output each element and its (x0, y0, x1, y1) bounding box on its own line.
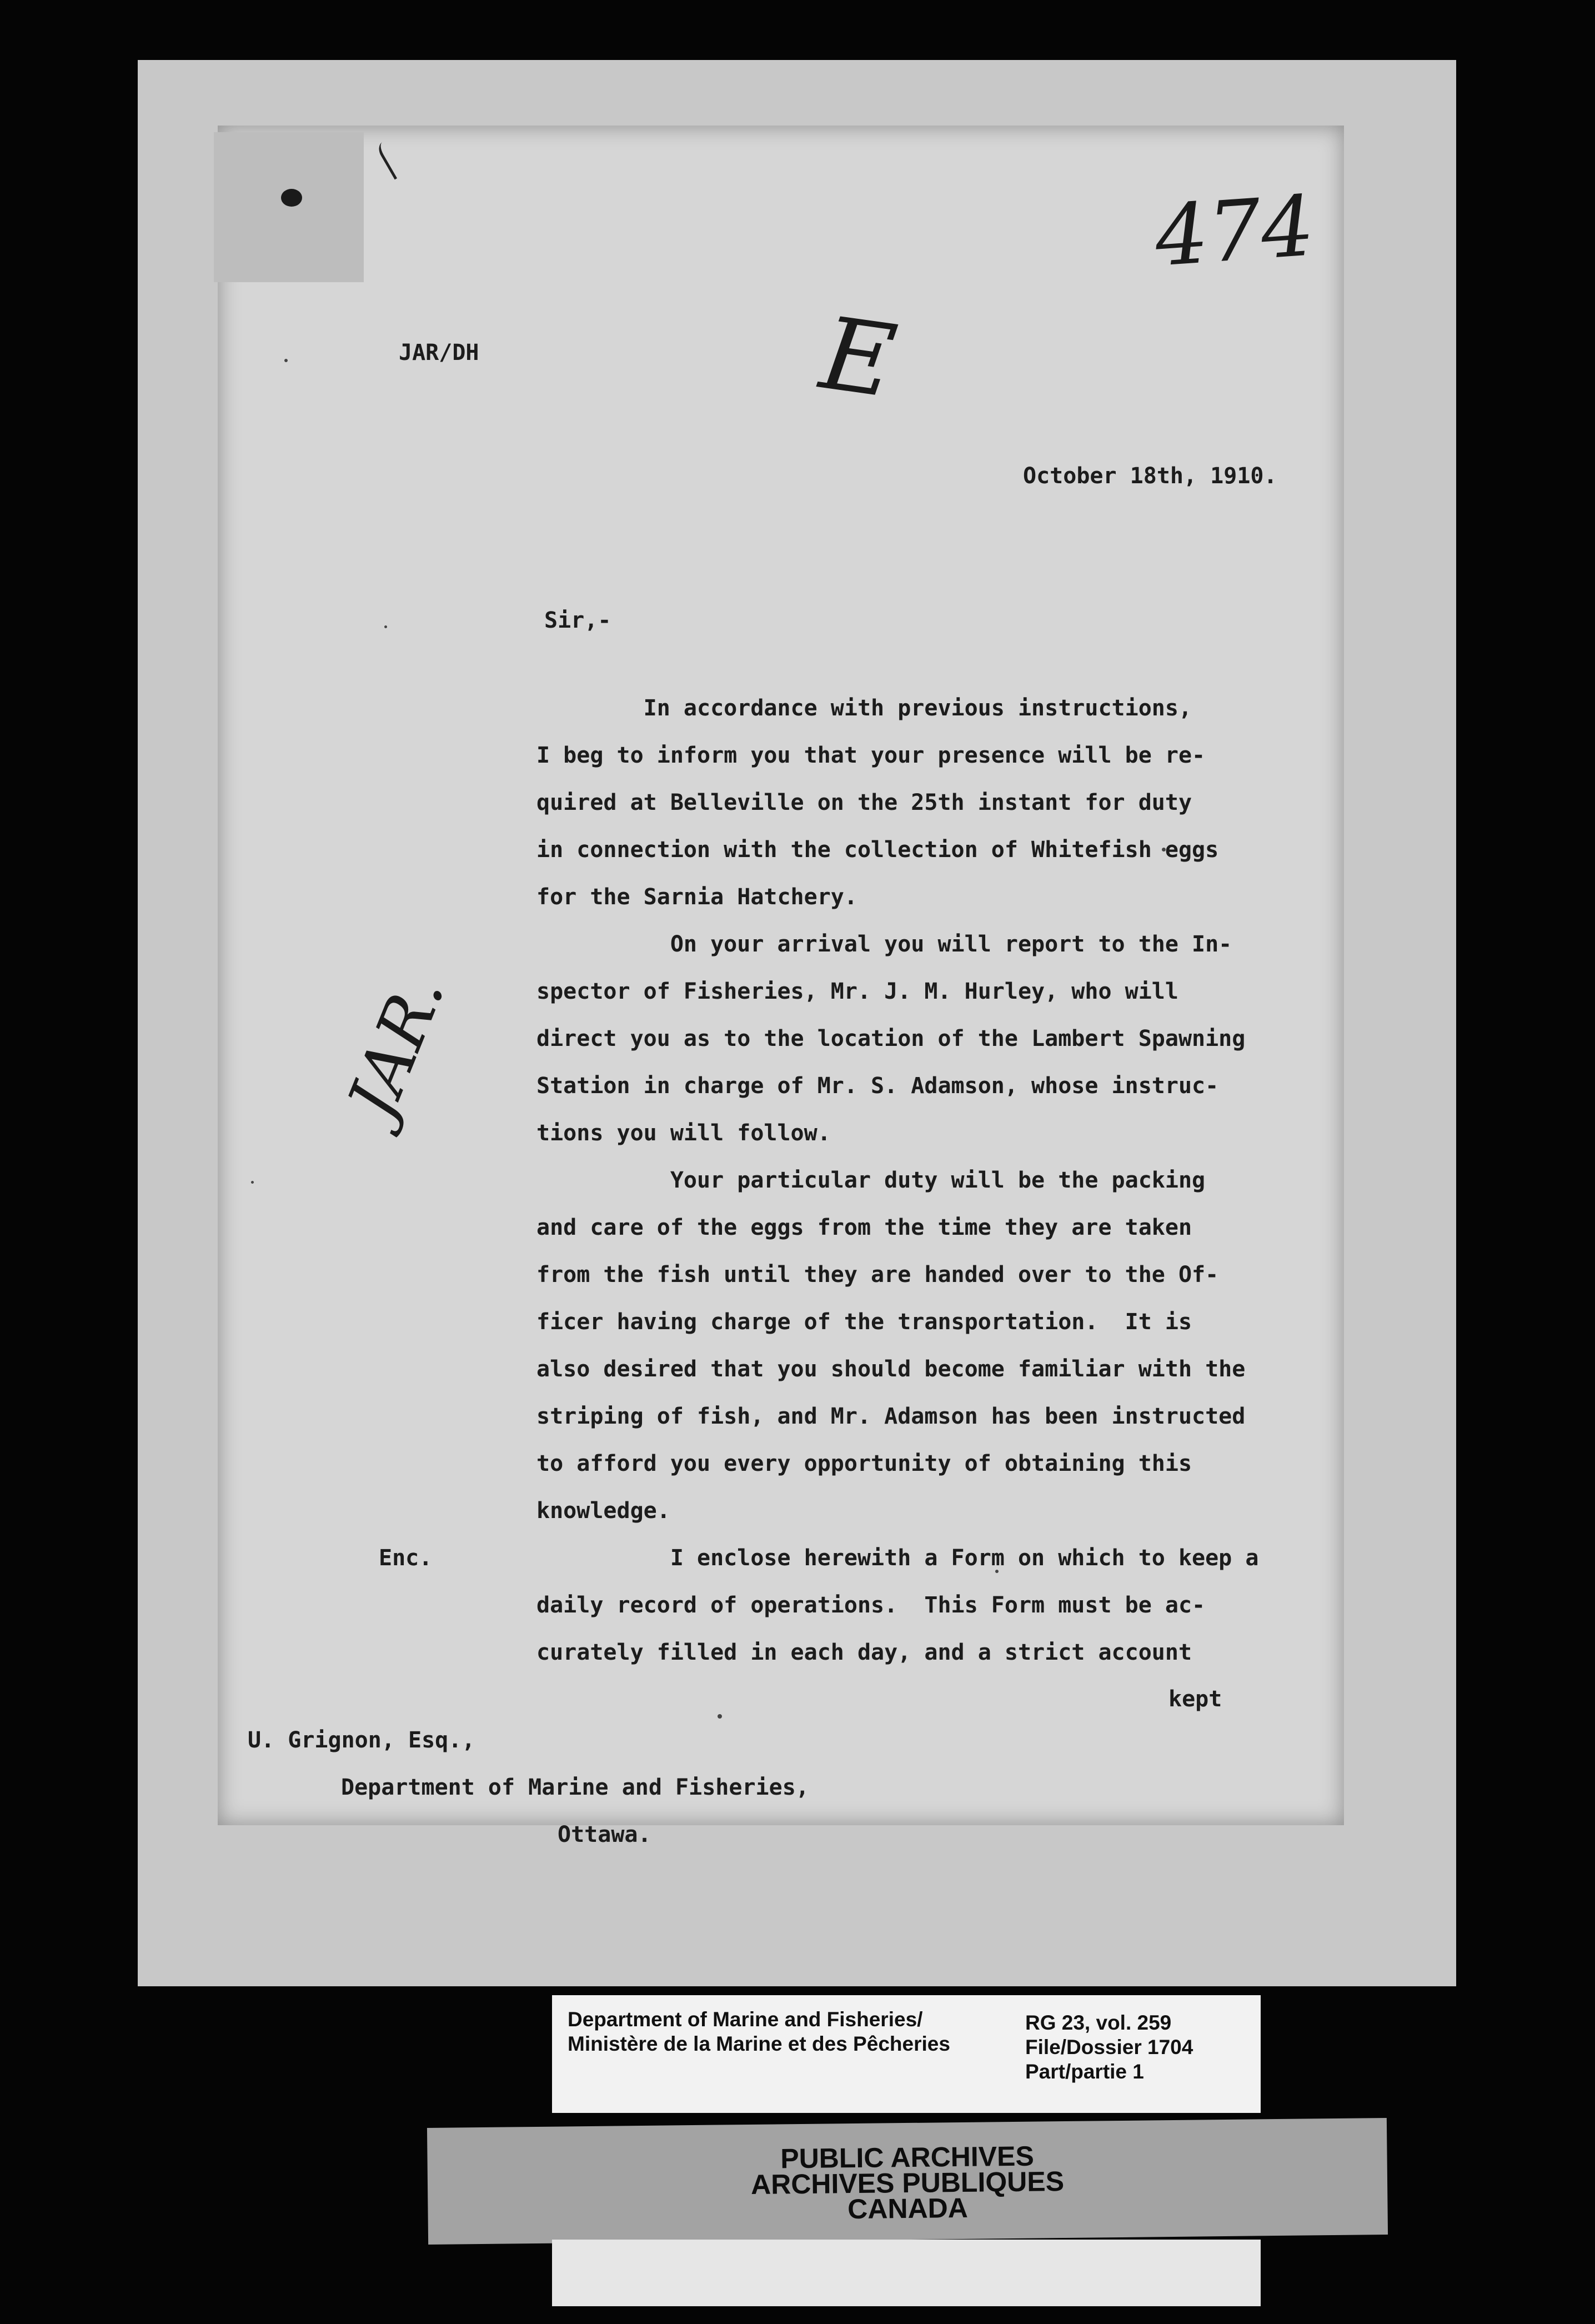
enclosure-note: Enc. (379, 1545, 433, 1571)
body-line: Station in charge of Mr. S. Adamson, whose instruc- (536, 1073, 1219, 1099)
body-line: ficer having charge of the transportation. It is (536, 1309, 1192, 1335)
stamp-line-public-archives: PUBLIC ARCHIVES (780, 2140, 1035, 2175)
label-part-number: Part/partie 1 (1025, 2060, 1144, 2083)
body-line: for the Sarnia Hatchery. (536, 884, 857, 910)
body-line: in connection with the collection of Whitefish eggs (536, 837, 1219, 863)
handwritten-initial: E (814, 295, 903, 421)
addressee-department: Department of Marine and Fisheries, (341, 1775, 809, 1800)
body-line: striping of fish, and Mr. Adamson has been instructed (536, 1404, 1246, 1429)
folio-number: 474 (1152, 178, 1318, 286)
lower-slip (552, 2240, 1261, 2306)
punch-hole (281, 189, 302, 207)
addressee-city: Ottawa. (558, 1822, 651, 1847)
letter-date: October 18th, 1910. (1023, 463, 1277, 489)
body-line: In accordance with previous instructions, (536, 695, 1192, 721)
speck (384, 625, 387, 628)
body-line: spector of Fisheries, Mr. J. M. Hurley, who will (536, 979, 1178, 1004)
body-line: daily record of operations. This Form must be ac- (536, 1592, 1206, 1618)
label-record-group: RG 23, vol. 259 (1025, 2011, 1172, 2034)
speck (251, 1181, 254, 1184)
body-line: tions you will follow. (536, 1120, 831, 1146)
body-line: I enclose herewith a Form on which to keep a (536, 1545, 1259, 1571)
body-line: to afford you every opportunity of obtaining this (536, 1451, 1192, 1476)
body-line: also desired that you should become familiar with the (536, 1356, 1246, 1382)
speck (284, 359, 288, 362)
stamp-line-archives-publiques: ARCHIVES PUBLIQUES (750, 2166, 1065, 2200)
stamp-line-canada: CANADA (847, 2192, 969, 2225)
body-line: On your arrival you will report to the In- (536, 931, 1232, 957)
body-line: and care of the eggs from the time they are taken (536, 1215, 1192, 1240)
label-department-en: Department of Marine and Fisheries/ (568, 2008, 923, 2031)
body-line: from the fish until they are handed over to the Of- (536, 1262, 1219, 1288)
body-line: direct you as to the location of the Lambert Spawning (536, 1026, 1246, 1051)
addressee-name: U. Grignon, Esq., (248, 1727, 475, 1753)
archive-label (552, 1995, 1261, 2113)
body-line: I beg to inform you that your presence will be re- (536, 743, 1206, 768)
speck (718, 1714, 722, 1719)
archive-stamp-band (427, 2118, 1388, 2245)
label-file-number: File/Dossier 1704 (1025, 2036, 1193, 2058)
body-line: knowledge. (536, 1498, 670, 1524)
body-line: quired at Belleville on the 25th instant for duty (536, 790, 1192, 815)
corner-tab (214, 132, 364, 282)
margin-initials: JAR. (333, 964, 460, 1129)
body-line: curately filled in each day, and a strict account (536, 1640, 1192, 1665)
reference-code: JAR/DH (399, 340, 479, 365)
salutation: Sir,- (544, 608, 611, 633)
catchword: kept (1168, 1686, 1222, 1712)
label-department-fr: Ministère de la Marine et des Pêcheries (568, 2032, 950, 2055)
body-line: Your particular duty will be the packing (536, 1168, 1206, 1193)
